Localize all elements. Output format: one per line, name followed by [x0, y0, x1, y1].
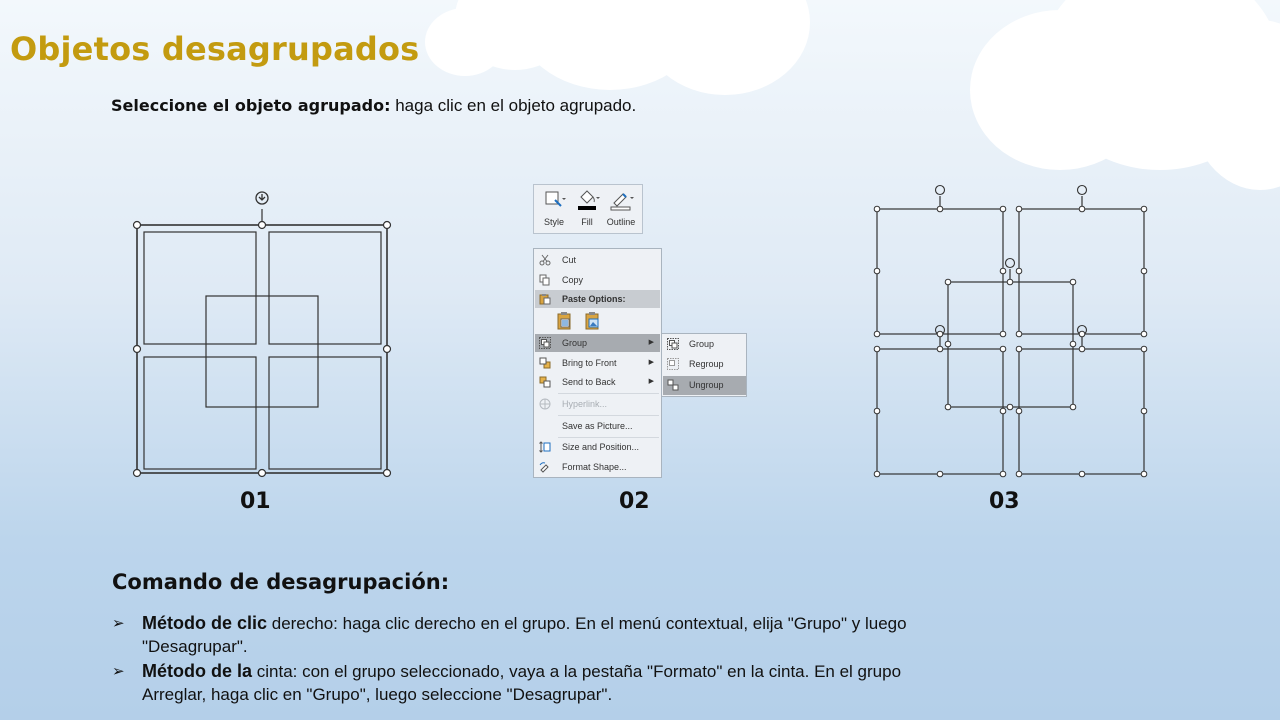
rotate-handle-icon — [936, 186, 1087, 335]
submenu-item-ungroup[interactable]: Ungroup — [663, 376, 746, 395]
bullet-right-click-method: ➢ Método de clic derecho: haga clic derecho en el grupo. En el menú contextual, elija "Grupo" y luego "Desagrupar". — [112, 613, 907, 656]
fill-button[interactable]: Fill — [570, 188, 604, 227]
menu-item-send-to-back[interactable]: Send to Back ▶ — [535, 373, 660, 391]
bring-to-front-icon — [539, 357, 551, 369]
shape-style-icon — [541, 188, 567, 212]
intro-text — [111, 96, 636, 116]
outline-button[interactable]: Outline — [604, 188, 638, 227]
format-shape-icon — [539, 461, 551, 473]
resize-handles — [134, 222, 391, 477]
style-button[interactable]: Style — [537, 188, 571, 227]
regroup-icon — [667, 358, 679, 370]
submenu-item-regroup[interactable]: Regroup — [663, 355, 746, 374]
clipboard-icon — [539, 293, 551, 305]
submenu-arrow-icon: ▶ — [648, 359, 654, 366]
scissors-icon — [539, 254, 551, 266]
context-menu — [533, 248, 662, 478]
submenu-arrow-icon: ▶ — [648, 378, 654, 385]
rotate-handle-icon — [256, 192, 268, 204]
paste-options-header: Paste Options: — [535, 290, 660, 308]
group-icon — [539, 337, 551, 349]
command-section-title: Comando de desagrupación: — [112, 570, 450, 594]
shape-outline-icon — [608, 188, 634, 212]
step-label-03: 03 — [989, 489, 1020, 514]
submenu-arrow-icon: ▶ — [648, 339, 654, 346]
menu-separator — [558, 415, 659, 416]
group-icon — [667, 338, 679, 350]
menu-item-bring-to-front[interactable]: Bring to Front ▶ — [535, 354, 660, 372]
ungroup-icon — [667, 379, 679, 391]
grouped-object-figure[interactable] — [125, 185, 405, 485]
size-position-icon — [539, 441, 551, 453]
step-label-02: 02 — [619, 489, 650, 514]
menu-item-format-shape[interactable]: Format Shape... — [535, 458, 660, 476]
menu-separator — [558, 393, 659, 394]
menu-item-cut[interactable]: Cut — [535, 251, 660, 269]
send-to-back-icon — [539, 376, 551, 388]
ungrouped-objects-figure[interactable] — [860, 178, 1160, 483]
copy-icon — [539, 274, 551, 286]
menu-item-hyperlink: Hyperlink... — [535, 395, 660, 413]
menu-item-save-as-picture[interactable]: Save as Picture... — [562, 421, 633, 431]
hyperlink-icon — [539, 398, 551, 410]
arrow-bullet-icon: ➢ — [112, 615, 125, 632]
group-submenu — [661, 333, 747, 397]
fill-bucket-icon — [574, 188, 600, 212]
resize-handles — [874, 206, 1147, 477]
arrow-bullet-icon: ➢ — [112, 663, 125, 680]
paste-picture-icon[interactable] — [584, 311, 602, 331]
bullet-ribbon-method: ➢ Método de la cinta: con el grupo seleccionado, vaya a la pestaña "Formato" en la cinta. En el grupo Arreglar, haga clic en "Grupo", luego seleccione "Desagrupar". — [112, 661, 902, 704]
paste-keep-formatting-icon[interactable] — [556, 311, 574, 331]
intro-rest: haga clic en el objeto agrupado. — [390, 96, 637, 115]
intro-bold: Seleccione el objeto agrupado: — [111, 96, 391, 115]
drawing-format-toolbar — [533, 184, 643, 234]
menu-item-group[interactable]: Group ▶ — [535, 334, 660, 352]
command-bullets — [112, 612, 952, 708]
step-label-01: 01 — [240, 489, 271, 514]
slide-title: Objetos desagrupados — [10, 30, 420, 68]
submenu-item-group[interactable]: Group — [663, 335, 746, 354]
menu-item-copy[interactable]: Copy — [535, 271, 660, 289]
menu-item-size-and-position[interactable]: Size and Position... — [535, 438, 660, 456]
